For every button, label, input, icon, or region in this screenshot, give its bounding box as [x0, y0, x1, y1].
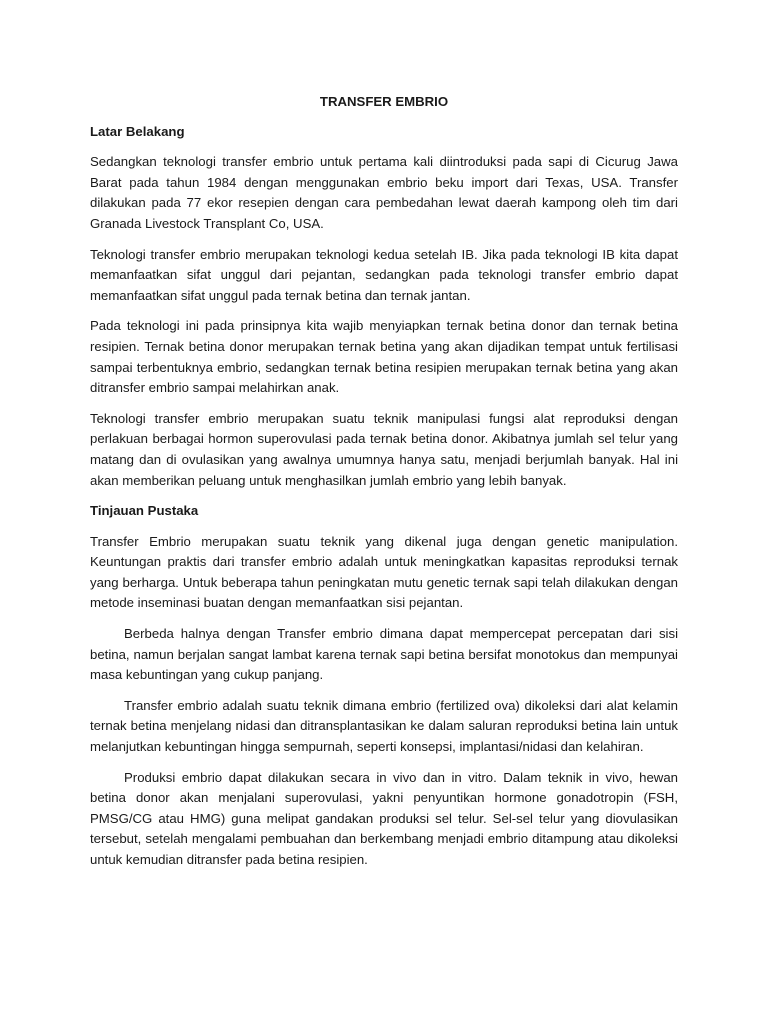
paragraph: Produksi embrio dapat dilakukan secara in vivo dan in vitro. Dalam teknik in vivo, hewan betina donor akan menjalani superovulasi, yakni penyuntikan hormone gonadotropin (FSH, PMSG/CG atau HMG) guna melipat gandakan produksi sel telur. Sel-sel telur yang diovulasikan tersebut, setelah mengalami pembuahan dan berkembang menjadi embrio ditampung atau dikoleksi untuk kemudian ditransfer pada betina resipien.	[90, 769, 678, 867]
document-title: TRANSFER EMBRIO	[319, 94, 449, 109]
paragraph: Berbeda halnya dengan Transfer embrio dimana dapat mempercepat percepatan dari sisi betina, namun berjalan sangat lambat karena ternak sapi betina bersifat monotokus dan mempunyai masa kebuntingan yang cukup panjang.	[90, 626, 678, 683]
section-heading-latar-belakang: Latar Belakang	[90, 123, 185, 139]
section-heading-tinjauan-pustaka: Tinjauan Pustaka	[90, 503, 199, 519]
paragraph: Transfer embrio adalah suatu teknik dimana embrio (fertilized ova) dikoleksi dari alat kelamin ternak betina menjelang nidasi dan ditransplantasikan ke dalam saluran reproduksi betina lain untuk melanjutkan kebuntingan hingga sempurnah, seperti konsepsi, implantasi/nidasi dan kelahiran.	[90, 697, 678, 755]
paragraph: Teknologi transfer embrio merupakan suatu teknik manipulasi fungsi alat reproduksi dengan perlakuan berbagai hormon superovulasi pada ternak betina donor. Akibatnya jumlah sel telur yang matang dan di ovulasikan yang awalnya umumnya hanya satu, menjadi berjumlah banyak. Hal ini akan memberikan peluang untuk menghasilkan jumlah embrio yang lebih banyak.	[90, 410, 678, 488]
paragraph: Pada teknologi ini pada prinsipnya kita wajib menyiapkan ternak betina donor dan ternak betina resipien. Ternak betina donor merupakan ternak betina yang akan dijadikan tempat untuk fertilisasi sampai terbentuknya embrio, sedangkan ternak betina resipien merupakan ternak betina yang akan ditransfer embrio sampai melahirkan anak.	[90, 318, 678, 396]
paragraph: Teknologi transfer embrio merupakan teknologi kedua setelah IB. Jika pada teknologi IB kita dapat memanfaatkan sifat unggul dari pejantan, sedangkan pada teknologi transfer embrio dapat memanfaatkan sifat unggul pada ternak betina dan ternak jantan.	[90, 246, 678, 303]
paragraph: Sedangkan teknologi transfer embrio untuk pertama kali diintroduksi pada sapi di Cicurug Jawa Barat pada tahun 1984 dengan menggunakan embrio beku import dari Texas, USA. Transfer dilakukan pada 77 ekor resepien dengan cara pembedahan lewat daerah kampong oleh tim dari Granada Livestock Transplant Co, USA.	[90, 154, 678, 231]
paragraph: Transfer Embrio merupakan suatu teknik yang dikenal juga dengan genetic manipulation. Keuntungan praktis dari transfer embrio adalah untuk meningkatkan kapasitas reproduksi ternak yang berharga. Untuk beberapa tahun peningkatan mutu genetic ternak sapi telah dilakukan dengan metode inseminasi buatan dengan memanfaatkan sisi pejantan.	[90, 533, 678, 611]
document-page	[90, 92, 678, 881]
